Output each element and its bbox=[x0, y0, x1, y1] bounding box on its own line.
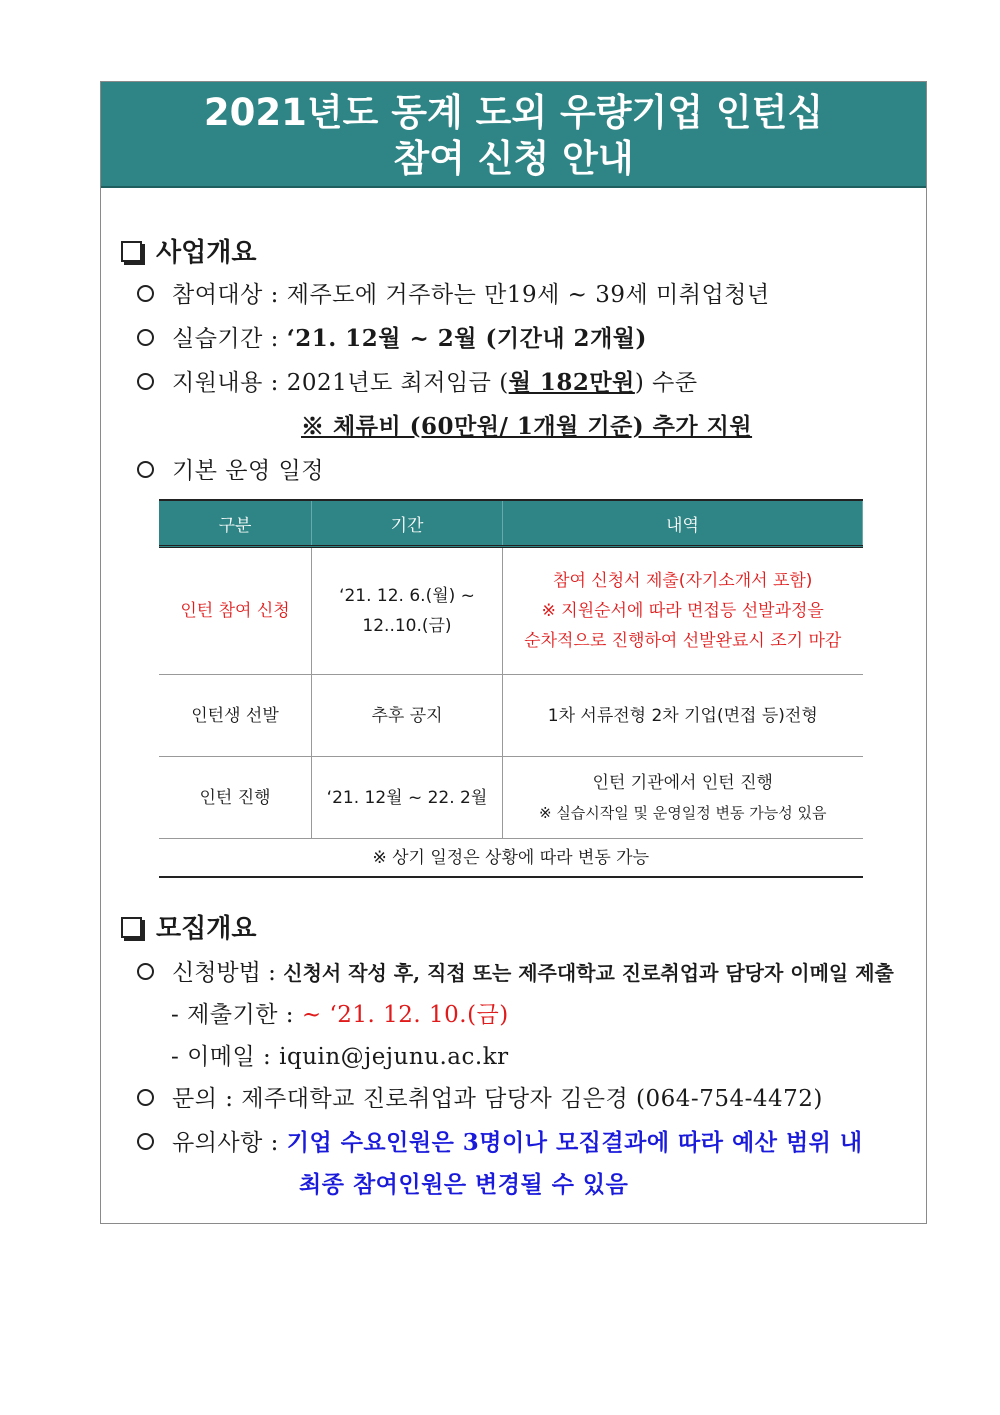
period-line bbox=[137, 320, 647, 353]
period-value: ‘21. 12월 ~ 2월 (기간내 2개월) bbox=[286, 325, 647, 352]
row-category: 인턴 참여 신청 bbox=[159, 547, 312, 675]
deadline-value: ~ ‘21. 12. 10.(금) bbox=[301, 1002, 509, 1028]
inquiry-line bbox=[137, 1080, 823, 1113]
inquiry-label: 문의 : bbox=[172, 1086, 234, 1112]
table-row bbox=[159, 757, 863, 839]
row-period: 추후 공지 bbox=[312, 675, 503, 757]
inquiry-value: 제주대학교 진로취업과 담당자 김은경 (064-754-4472) bbox=[241, 1086, 823, 1112]
circle-bullet-icon bbox=[137, 461, 154, 478]
circle-bullet-icon bbox=[137, 329, 154, 346]
row-period-line1: ‘21. 12. 6.(월) ~ bbox=[339, 586, 475, 606]
row-detail bbox=[503, 547, 863, 675]
row-detail-line2: ※ 지원순서에 따라 면접등 선발과정을 bbox=[541, 601, 824, 621]
row-detail-line1: 참여 신청서 제출(자기소개서 포함) bbox=[553, 571, 813, 591]
support-value-pre: 2021년도 최저임금 ( bbox=[286, 370, 509, 396]
support-line bbox=[137, 364, 698, 397]
row-detail-line3: 순차적으로 진행하여 선발완료시 조기 마감 bbox=[524, 631, 842, 651]
circle-bullet-icon bbox=[137, 963, 154, 980]
section-heading-recruit bbox=[121, 908, 256, 945]
row-period: ‘21. 12월 ~ 22. 2월 bbox=[312, 757, 503, 839]
email-label: - 이메일 : bbox=[171, 1044, 272, 1070]
notice-value-line2: 최종 참여인원은 변경될 수 있음 bbox=[299, 1171, 629, 1198]
notice-value-line1: 기업 수요인원은 3명이나 모집결과에 따라 예산 범위 내 bbox=[286, 1129, 863, 1156]
method-line bbox=[137, 954, 894, 987]
row-category: 인턴 진행 bbox=[159, 757, 312, 839]
period-label: 실습기간 : bbox=[172, 326, 279, 352]
checkbox-icon bbox=[121, 917, 142, 938]
circle-bullet-icon bbox=[137, 373, 154, 390]
title-line-1: 2021년도 동계 도외 우량기업 인턴십 bbox=[203, 91, 824, 134]
table-footnote: ※ 상기 일정은 상황에 따라 변동 가능 bbox=[159, 839, 863, 878]
circle-bullet-icon bbox=[137, 1089, 154, 1106]
row-detail-line1: 인턴 기관에서 인턴 진행 bbox=[592, 772, 773, 793]
title-line-2: 참여 신청 안내 bbox=[393, 137, 634, 180]
table-row bbox=[159, 675, 863, 757]
header-category: 구분 bbox=[159, 500, 312, 547]
email-value[interactable]: iquin@jejunu.ac.kr bbox=[279, 1044, 509, 1070]
support-label: 지원내용 : bbox=[172, 370, 279, 396]
target-label: 참여대상 : bbox=[172, 282, 279, 308]
table-row bbox=[159, 547, 863, 675]
support-value-post: ) 수준 bbox=[634, 370, 698, 396]
method-value: 신청서 작성 후, 직접 또는 제주대학교 진로취업과 담당자 이메일 제출 bbox=[283, 961, 894, 985]
circle-bullet-icon bbox=[137, 285, 154, 302]
target-value: 제주도에 거주하는 만19세 ~ 39세 미취업청년 bbox=[286, 282, 770, 308]
header-period: 기간 bbox=[312, 500, 503, 547]
row-detail-line2: ※ 실습시작일 및 운영일정 변동 가능성 있음 bbox=[538, 803, 827, 822]
support-value-bold: 월 182만원 bbox=[508, 369, 635, 396]
target-line bbox=[137, 276, 770, 309]
support-extra: ※ 체류비 (60만원/ 1개월 기준) 추가 지원 bbox=[301, 413, 753, 440]
circle-bullet-icon bbox=[137, 1133, 154, 1150]
notice-label: 유의사항 : bbox=[172, 1130, 279, 1156]
row-period bbox=[312, 547, 503, 675]
row-detail: 1차 서류전형 2차 기업(면접 등)전형 bbox=[503, 675, 863, 757]
title-banner bbox=[101, 82, 926, 188]
row-category: 인턴생 선발 bbox=[159, 675, 312, 757]
section-heading-text: 모집개요 bbox=[156, 914, 257, 944]
schedule-label: 기본 운영 일정 bbox=[172, 458, 324, 484]
table-header-row bbox=[159, 500, 863, 547]
schedule-label-line bbox=[137, 452, 324, 485]
checkbox-icon bbox=[121, 241, 142, 262]
schedule-table bbox=[159, 499, 863, 878]
notice-frame bbox=[100, 81, 927, 1224]
table-footnote-row bbox=[159, 839, 863, 878]
header-detail: 내역 bbox=[503, 500, 863, 547]
row-detail bbox=[503, 757, 863, 839]
section-heading-overview bbox=[121, 232, 256, 269]
notice-line bbox=[137, 1124, 863, 1157]
email-line bbox=[171, 1038, 509, 1071]
row-period-line2: 12..10.(금) bbox=[362, 616, 452, 636]
method-label: 신청방법 : bbox=[172, 960, 276, 986]
deadline-line bbox=[171, 996, 509, 1029]
deadline-label: - 제출기한 : bbox=[171, 1002, 295, 1028]
section-heading-text: 사업개요 bbox=[156, 238, 257, 268]
